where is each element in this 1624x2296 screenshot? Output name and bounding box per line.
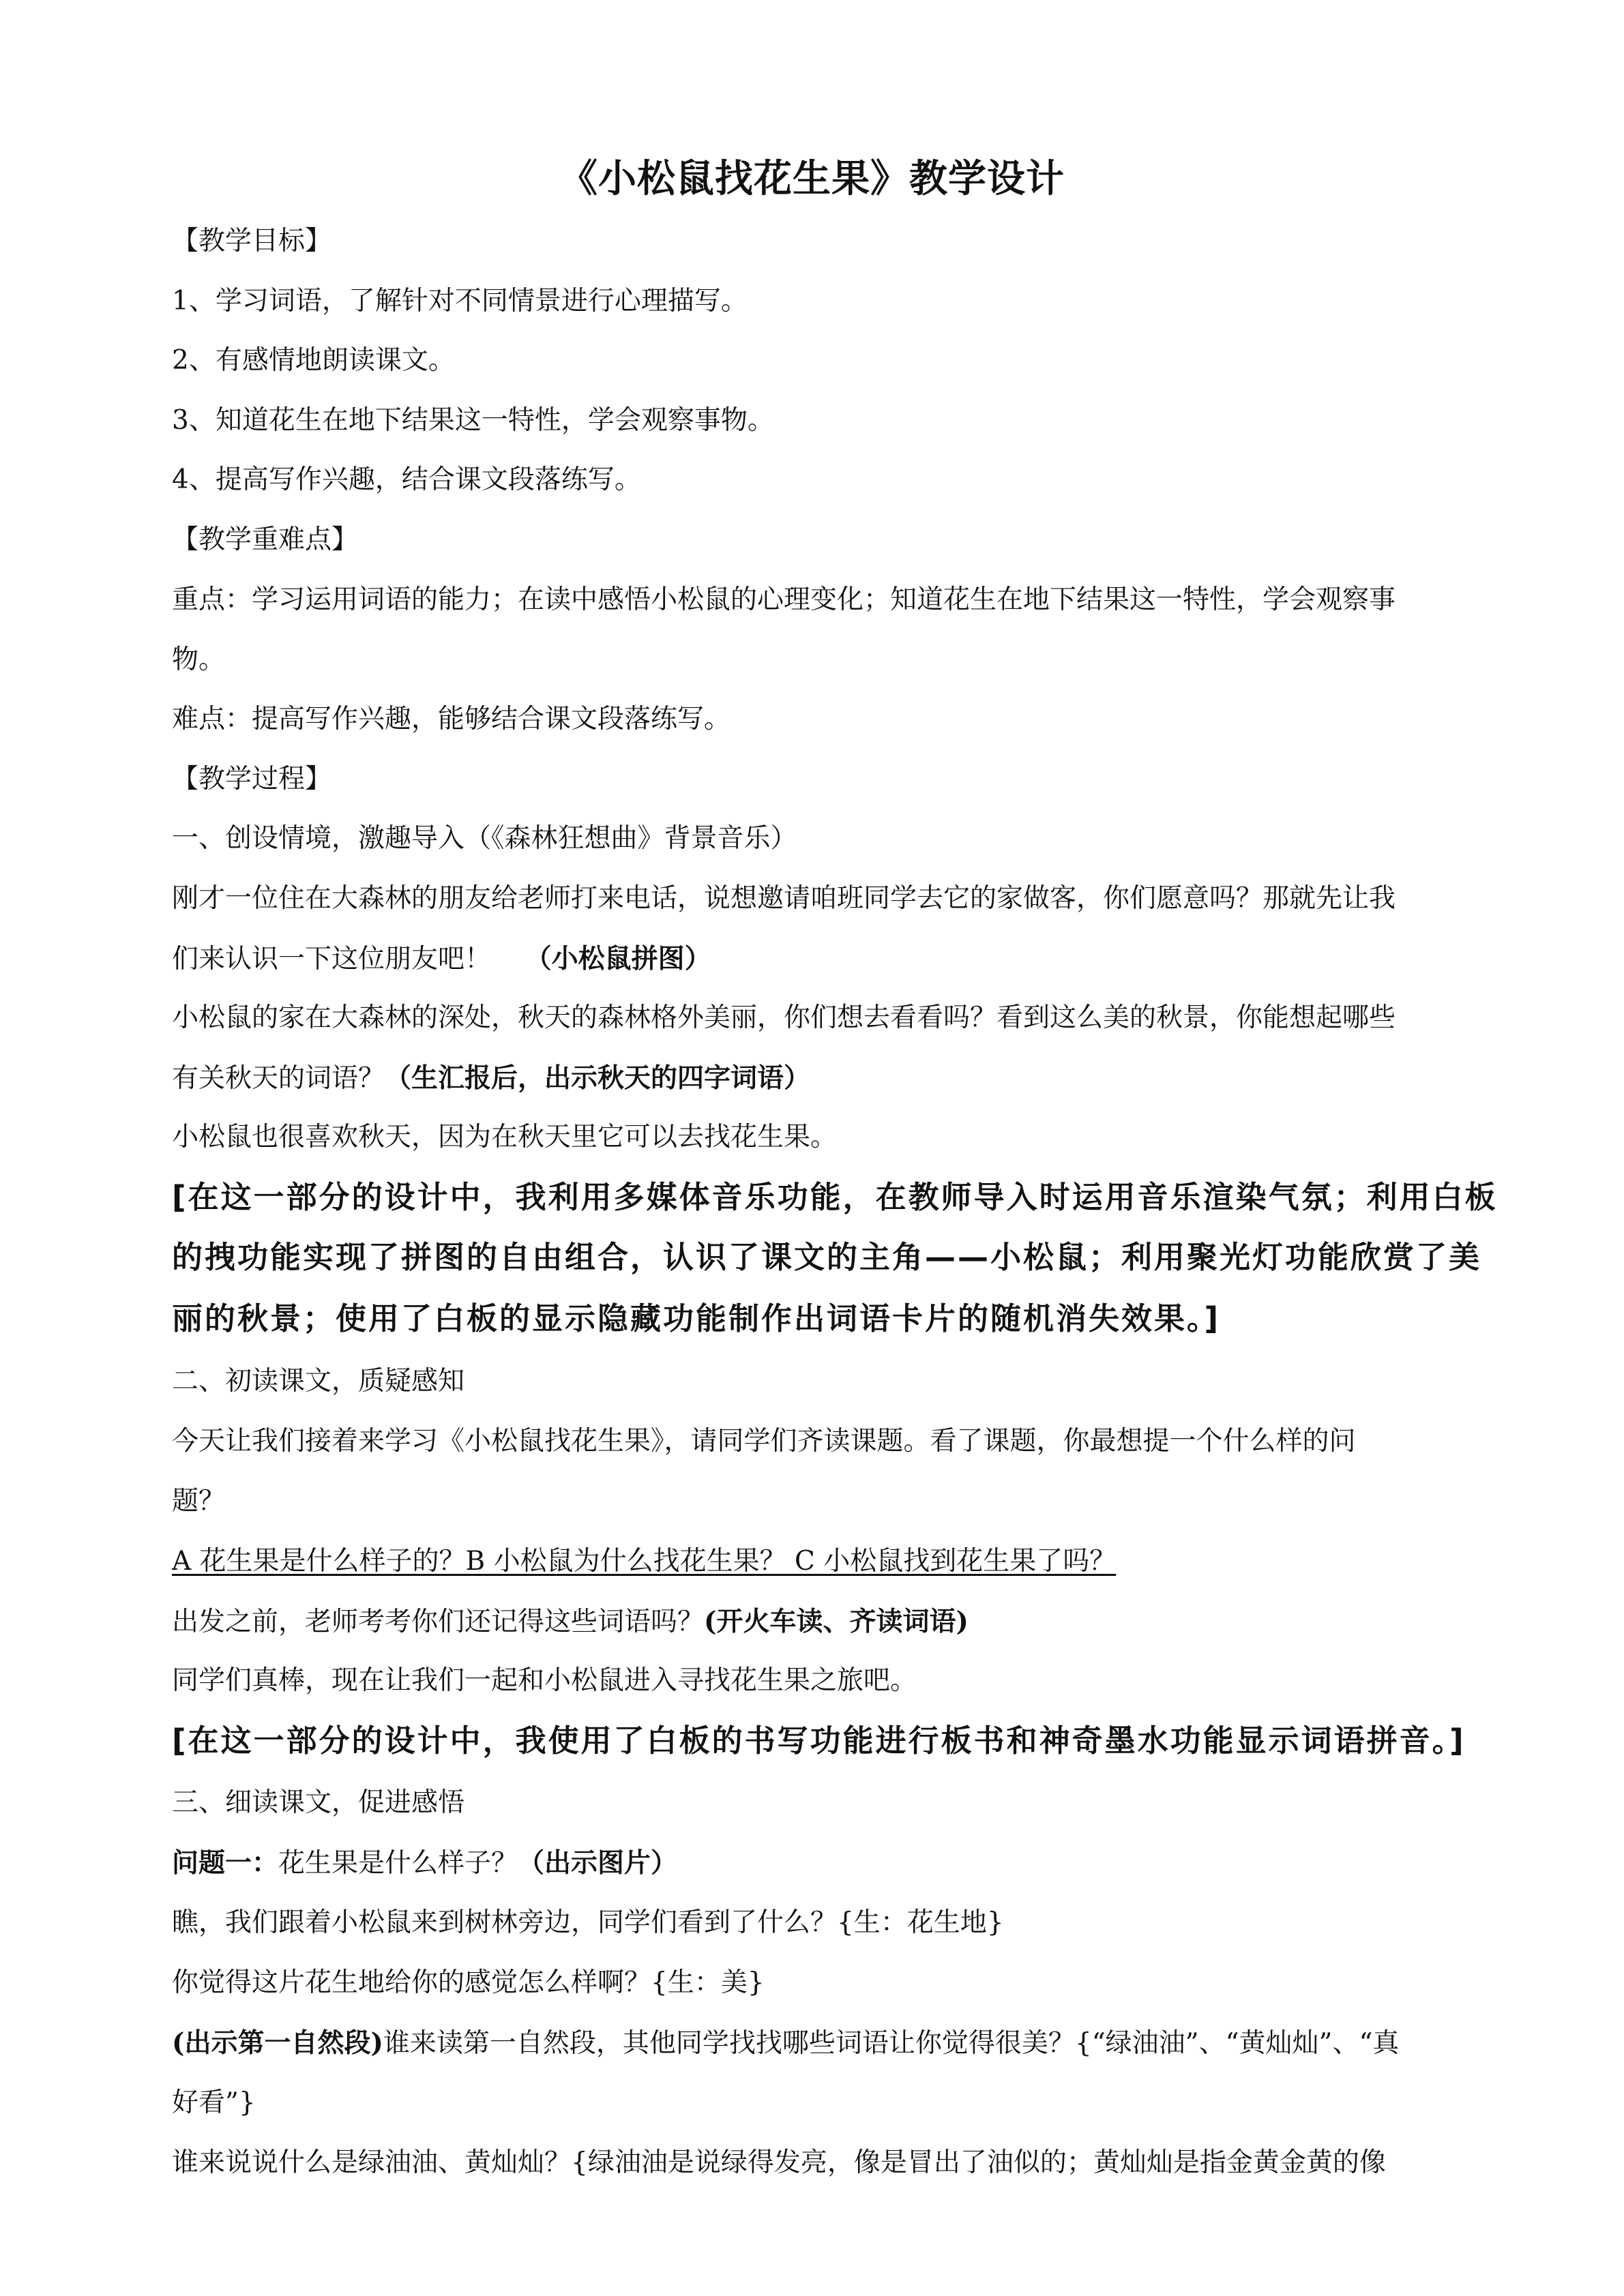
paragraph-text: 谁来读第一自然段，其他同学找找哪些词语让你觉得很美？{“绿油油”、“黄灿灿”、“真 — [383, 2028, 1400, 2059]
question-label: 问题一： — [172, 1847, 279, 1879]
paragraph-text: 出发之前，老师考考你们还记得这些词语吗？ — [172, 1607, 705, 1637]
paragraph-line: 谁来说说什么是绿油油、黄灿灿？{绿油油是说绿得发亮，像是冒出了油似的；黄灿灿是指金黄金黄的像 — [172, 2147, 1386, 2178]
paragraph-line — [172, 2027, 1509, 2060]
objective-item: 4、提高写作兴趣，结合课文段落练写。 — [172, 464, 641, 495]
paragraph-line — [172, 1605, 1509, 1639]
process-heading: 【教学过程】 — [172, 764, 332, 794]
paragraph-line: 同学们真棒，现在让我们一起和小松鼠进入寻找花生果之旅吧。 — [172, 1665, 917, 1696]
paragraph-line — [172, 1062, 1509, 1095]
question-text: 花生果是什么样子？ — [278, 1848, 518, 1879]
paragraph-line: 小松鼠的家在大森林的深处，秋天的森林格外美丽，你们想去看看吗？看到这么美的秋景，你能想起哪些 — [172, 1002, 1396, 1033]
key-point-text: 物。 — [172, 644, 226, 675]
teacher-note: （生汇报后，出示秋天的四字词语） — [385, 1062, 811, 1094]
document-title: 《小松鼠找花生果》教学设计 — [559, 157, 1065, 201]
paragraph-text: 有关秋天的词语？ — [172, 1063, 385, 1094]
teacher-note: （小松鼠拼图） — [525, 943, 711, 974]
keypoints-heading: 【教学重难点】 — [172, 524, 359, 555]
paragraph-line: 瞧，我们跟着小松鼠来到树林旁边，同学们看到了什么？{生：花生地} — [172, 1907, 1004, 1938]
section-heading: 一、创设情境，激趣导入（《森林狂想曲》背景音乐） — [172, 823, 797, 854]
teacher-note: (出示第一自然段) — [172, 2027, 383, 2059]
paragraph-line: 今天让我们接着来学习《小松鼠找花生果》，请同学们齐读课题。看了课题，你最想提一个什么样的问 — [172, 1426, 1356, 1457]
design-note: 丽的秋景；使用了白板的显示隐藏功能制作出词语卡片的随机消失效果。] — [172, 1300, 1221, 1337]
objectives-heading: 【教学目标】 — [172, 226, 332, 256]
paragraph-text: 们来认识一下这位朋友吧！ — [172, 944, 492, 974]
paragraph-line: 你觉得这片花生地给你的感觉怎么样啊？{生：美} — [172, 1967, 765, 1998]
design-note: [在这一部分的设计中，我使用了白板的书写功能进行板书和神奇墨水功能显示词语拼音。] — [172, 1723, 1466, 1759]
question-line — [172, 1847, 1509, 1880]
objective-item: 1、学习词语，了解针对不同情景进行心理描写。 — [172, 286, 748, 316]
objective-item: 3、知道花生在地下结果这一特性，学会观察事物。 — [172, 405, 774, 436]
paragraph-line — [172, 942, 1509, 976]
paragraph-line: 刚才一位住在大森林的朋友给老师打来电话，说想邀请咱班同学去它的家做客，你们愿意吗？那就先让我 — [172, 883, 1396, 914]
objective-item: 2、有感情地朗读课文。 — [172, 345, 455, 376]
difficulty-text: 难点：提高写作兴趣，能够结合课文段落练写。 — [172, 704, 731, 734]
paragraph-line: 题？ — [172, 1486, 226, 1517]
teacher-note: (开火车读、齐读词语) — [704, 1606, 969, 1637]
section-heading: 二、初读课文，质疑感知 — [172, 1366, 465, 1397]
paragraph-line: 小松鼠也很喜欢秋天，因为在秋天里它可以去找花生果。 — [172, 1122, 838, 1152]
question-list: A 花生果是什么样子的？B 小松鼠为什么找花生果？ C 小松鼠找到花生果了吗？ — [172, 1546, 1117, 1577]
design-note: 的拽功能实现了拼图的自由组合，认识了课文的主角——小松鼠；利用聚光灯功能欣赏了美 — [172, 1239, 1482, 1275]
design-note: [在这一部分的设计中，我利用多媒体音乐功能，在教师导入时运用音乐渲染气氛；利用白板 — [172, 1179, 1498, 1215]
teacher-note: （出示图片） — [518, 1847, 678, 1879]
paragraph-line: 好看”} — [172, 2087, 256, 2118]
section-heading: 三、细读课文，促进感悟 — [172, 1787, 465, 1818]
key-point-text: 重点：学习运用词语的能力；在读中感悟小松鼠的心理变化；知道花生在地下结果这一特性，学会观察事 — [172, 584, 1396, 615]
